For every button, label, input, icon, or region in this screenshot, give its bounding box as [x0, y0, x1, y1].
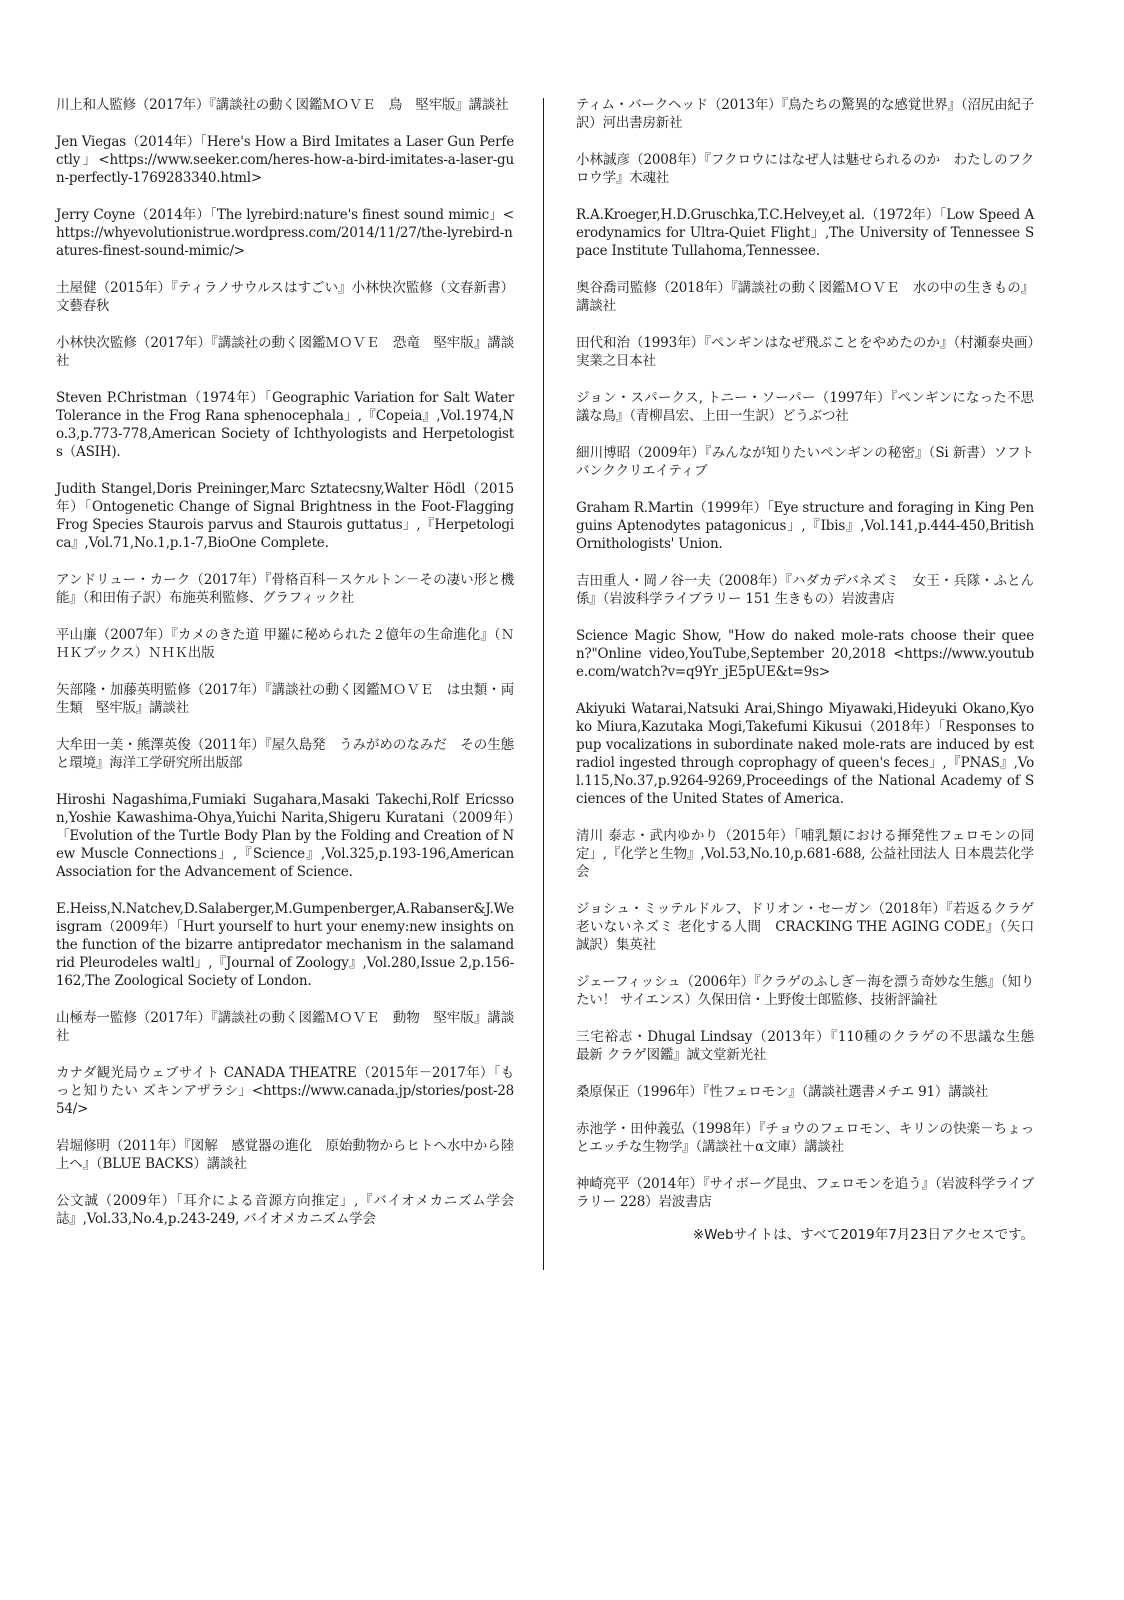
reference-entry: 三宅裕志・Dhugal Lindsay（2013年）『110種のクラゲの不思議な生態 最新 クラゲ図鑑』誠文堂新光社: [576, 1029, 1048, 1063]
reference-entry: Steven P.Christman（1974年）「Geographic Variation for Salt Water Tolerance in the Frog Rana sphenocephala」,『Copeia』,Vol.1974,No.3,p.773-778,American Society of Ichthyologists and Herpetologists（ASIH).: [56, 390, 514, 460]
reference-entry: 山極寿一監修（2017年）『講談社の動く図鑑ＭＯＶＥ 動物 堅牢版』講談社: [56, 1010, 514, 1044]
reference-entry: 奥谷喬司監修（2018年）『講談社の動く図鑑ＭＯＶＥ 水の中の生きもの』講談社: [576, 280, 1034, 314]
reference-entry: ジェーフィッシュ（2006年）『クラゲのふしぎ－海を漂う奇妙な生態』（知りたい！ サイエンス）久保田信・上野俊士郎監修、技術評論社: [576, 974, 1034, 1008]
reference-entry: Hiroshi Nagashima,Fumiaki Sugahara,Masaki Takechi,Rolf Ericsson,Yoshie Kawashima-Ohya,Yuichi Narita,Shigeru Kuratani（2009年）「Evolution of the Turtle Body Plan by the Folding and Creation of New Muscle Connections」,『Science』,Vol.325,p.193-196,American Association for the Advancement of Science.: [56, 792, 514, 880]
reference-entry: Jen Viegas（2014年）「Here's How a Bird Imitates a Laser Gun Perfectly」<https://www.seeker.com/heres-how-a-bird-imitates-a-laser-gun-perfectly-1769283340.html>: [56, 134, 514, 186]
reference-entry: 赤池学・田仲義弘（1998年）『チョウのフェロモン、キリンの快楽－ちょっとエッチな生物学』（講談社＋α文庫）講談社: [576, 1121, 1034, 1155]
reference-entry: 小林快次監修（2017年）『講談社の動く図鑑ＭＯＶＥ 恐竜 堅牢版』講談社: [56, 335, 514, 369]
reference-entry: 平山廉（2007年）『カメのきた道 甲羅に秘められた２億年の生命進化』（ＮＨＫブックス）ＮＨＫ出版: [56, 627, 514, 661]
column-divider: [543, 98, 544, 1270]
right-column: [576, 96, 1048, 1244]
reference-entry: 神崎亮平（2014年）『サイボーグ昆虫、フェロモンを追う』（岩波科学ライブラリー 228）岩波書店: [576, 1176, 1034, 1210]
reference-entry: 土屋健（2015年）『ティラノサウルスはすごい』小林快次監修（文春新書）文藝春秋: [56, 280, 514, 314]
reference-entry: E.Heiss,N.Natchev,D.Salaberger,M.Gumpenberger,A.Rabanser&J.Weisgram（2009年）「Hurt yourself to hurt your enemy:new insights on the function of the bizarre antipredator mechanism in the salamandrid Pleurodeles waltl」,『Journal of Zoology』,Vol.280,Issue 2,p.156-162,The Zoological Society of London.: [56, 901, 514, 989]
reference-entry: カナダ観光局ウェブサイト CANADA THEATRE（2015年－2017年）「もっと知りたい ズキンアザラシ」<https://www.canada.jp/stories/post-2854/>: [56, 1065, 514, 1117]
reference-entry: 吉田重人・岡ノ谷一夫（2008年）『ハダカデバネズミ 女王・兵隊・ふとん係』（岩波科学ライブラリー 151 生きもの）岩波書店: [576, 573, 1034, 607]
reference-entry: Graham R.Martin（1999年）「Eye structure and foraging in King Penguins Aptenodytes patagonicus」,『Ibis』,Vol.141,p.444-450,British Ornithologists' Union.: [576, 500, 1034, 552]
reference-entry: Judith Stangel,Doris Preininger,Marc Sztatecsny,Walter Hödl（2015年）「Ontogenetic Change of Signal Brightness in the Foot-Flagging Frog Species Staurois parvus and Staurois guttatus」,『Herpetologica』,Vol.71,No.1,p.1-7,BioOne Complete.: [56, 481, 514, 551]
reference-entry: 矢部隆・加藤英明監修（2017年）『講談社の動く図鑑ＭＯＶＥ は虫類・両生類 堅牢版』講談社: [56, 682, 514, 716]
reference-entry: 大牟田一美・熊澤英俊（2011年）『屋久島発 うみがめのなみだ その生態と環境』海洋工学研究所出版部: [56, 737, 514, 771]
reference-entry: Jerry Coyne（2014年）「The lyrebird:nature's finest sound mimic」<https://whyevolutionistrue.wordpress.com/2014/11/27/the-lyrebird-natures-finest-sound-mimic/>: [56, 207, 514, 259]
access-note: ※Webサイトは、すべて2019年7月23日アクセスです。: [692, 1227, 1034, 1243]
reference-entry: 川上和人監修（2017年）『講談社の動く図鑑ＭＯＶＥ 鳥 堅牢版』講談社: [56, 97, 509, 113]
reference-entry: 小林誠彦（2008年）『フクロウにはなぜ人は魅せられるのか わたしのフクロウ学』木魂社: [576, 152, 1034, 186]
reference-entry: 田代和治（1993年）『ペンギンはなぜ飛ぶことをやめたのか』（村瀬泰央画）実業之日本社: [576, 335, 1034, 369]
reference-entry: ジョン・スパークス, トニー・ソーパー（1997年）『ペンギンになった不思議な鳥』（青柳昌宏、上田一生訳）どうぶつ社: [576, 390, 1034, 424]
left-column: [56, 96, 514, 1247]
reference-entry: ジョシュ・ミッテルドルフ、ドリオン・セーガン（2018年）『若返るクラゲ 老いないネズミ 老化する人間 CRACKING THE AGING CODE』（矢口誠訳）集英社: [576, 901, 1034, 953]
reference-entry: ティム・バークヘッド（2013年）『鳥たちの驚異的な感覚世界』（沼尻由紀子訳）河出書房新社: [576, 97, 1034, 131]
reference-entry: 岩堀修明（2011年）『図解 感覚器の進化 原始動物からヒトへ水中から陸上へ』（BLUE BACKS）講談社: [56, 1138, 514, 1172]
reference-entry: 桑原保正（1996年）『性フェロモン』（講談社選書メチエ 91）講談社: [576, 1084, 989, 1100]
reference-entry: R.A.Kroeger,H.D.Gruschka,T.C.Helvey,et al.（1972年）「Low Speed Aerodynamics for Ultra-Quiet Flight」,The University of Tennessee Space Institute Tullahoma,Tennessee.: [576, 207, 1034, 259]
reference-entry: Science Magic Show, "How do naked mole-rats choose their queen?"Online video,YouTube,September 20,2018 <https://www.youtube.com/watch?v=q9Yr_jE5pUE&t=9s>: [576, 628, 1034, 680]
reference-entry: 公文誠（2009年）「耳介による音源方向推定」,『バイオメカニズム学会誌』,Vol.33,No.4,p.243-249, バイオメカニズム学会: [56, 1193, 514, 1227]
reference-entry: 細川博昭（2009年）『みんなが知りたいペンギンの秘密』（Si 新書）ソフトバンククリエイティブ: [576, 445, 1034, 479]
reference-entry: 清川 泰志・武内ゆかり（2015年）「哺乳類における揮発性フェロモンの同定」,『化学と生物』,Vol.53,No.10,p.681-688, 公益社団法人 日本農芸化学会: [576, 828, 1034, 880]
reference-entry: アンドリュー・カーク（2017年）『骨格百科－スケルトン－その凄い形と機能』（和田侑子訳）布施英利監修、グラフィック社: [56, 572, 514, 606]
reference-entry: Akiyuki Watarai,Natsuki Arai,Shingo Miyawaki,Hideyuki Okano,Kyoko Miura,Kazutaka Mogi,Takefumi Kikusui（2018年）「Responses to pup vocalizations in subordinate naked mole-rats are induced by estradiol ingested through coprophagy of queen's feces」,『PNAS』,Vol.115,No.37,p.9264-9269,Proceedings of the National Academy of Sciences of the United States of America.: [576, 701, 1034, 807]
